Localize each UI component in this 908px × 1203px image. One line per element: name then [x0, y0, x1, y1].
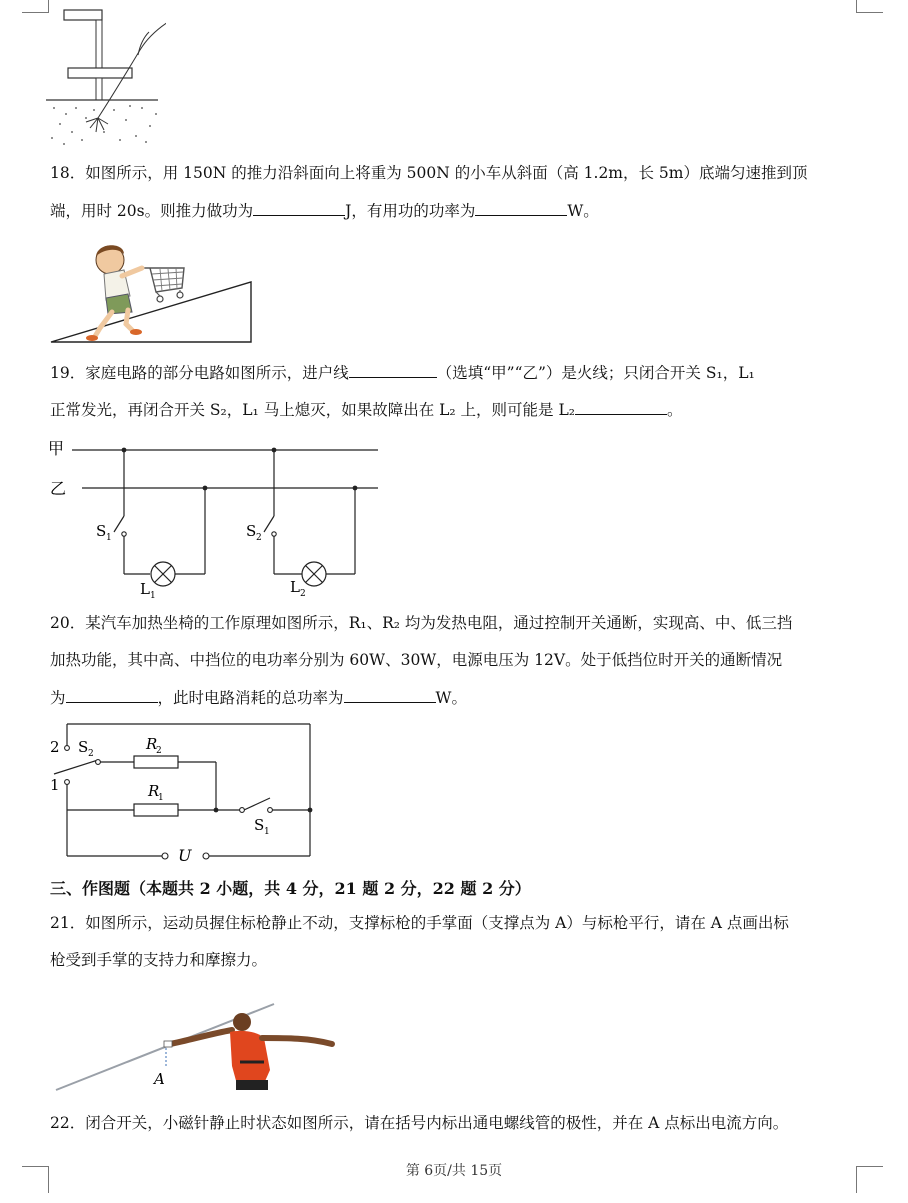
- soil-post-figure: [46, 0, 166, 150]
- lamp-l2-label: L: [290, 578, 300, 596]
- switch-s1-label: S: [254, 816, 265, 834]
- q20-blank-switch-state[interactable]: [66, 688, 158, 703]
- q19-blank-live-wire[interactable]: [349, 363, 437, 378]
- q21-line-1: 21．如图所示，运动员握住标枪静止不动，支撑标枪的手掌面（支撑点为 A）与标枪平行，请在 A 点画出标: [50, 914, 789, 932]
- switch-s2-blade: [54, 760, 98, 774]
- resistor-r2: [134, 756, 178, 768]
- switch-s2-blade: [264, 516, 274, 532]
- page-number-footer: 第 6页/共 15页: [405, 1163, 503, 1179]
- switch-s1-label: S: [96, 522, 107, 540]
- point-a-label: A: [154, 1070, 165, 1088]
- switch-s2-sub: 2: [88, 749, 94, 759]
- q18-line-2: [50, 200, 599, 222]
- q19-text-a: 19．家庭电路的部分电路如图所示，进户线: [50, 364, 349, 382]
- q19-text-d: 。: [667, 401, 683, 419]
- switch-s2-sub: 2: [256, 533, 262, 543]
- resistor-r1-sub: 1: [158, 793, 164, 803]
- shopping-cart: [140, 268, 184, 302]
- q18-text-c: W。: [567, 202, 599, 220]
- terminal-1: [65, 780, 70, 785]
- terminal-2: [65, 746, 70, 751]
- switch-s2-label: S: [78, 738, 89, 756]
- q20-line-2: 加热功能，其中高、中挡位的电功率分别为 60W、30W，电源电压为 12V。处于低挡位时开关的通断情况: [50, 651, 783, 669]
- q19-line-2: [50, 399, 683, 421]
- switch-s1-blade: [114, 516, 124, 532]
- terminal-1-label: 1: [50, 776, 60, 794]
- branch-1: [96, 448, 207, 600]
- branch-2: [246, 448, 357, 599]
- household-circuit-diagram: [40, 432, 390, 600]
- q18-blank-power[interactable]: [475, 201, 567, 216]
- javelin-athlete-figure: [50, 996, 340, 1096]
- q18-blank-work[interactable]: [253, 201, 345, 216]
- q19-blank-fault[interactable]: [575, 400, 667, 415]
- q19-text-b: （选填“甲”“乙”）是火线；只闭合开关 S₁，L₁: [436, 364, 755, 382]
- seat-heater-circuit-diagram: [44, 718, 320, 868]
- wire-label-jia: 甲: [48, 439, 65, 458]
- q20-text-b: ，此时电路消耗的总功率为: [157, 689, 344, 707]
- corner-mark-top-right: [856, 0, 883, 13]
- switch-s1-blade: [244, 798, 270, 810]
- q20-line-3: [50, 687, 467, 709]
- athlete: [164, 1013, 332, 1090]
- resistor-r2-label: R: [146, 735, 158, 753]
- q19-text-c: 正常发光，再闭合开关 S₂，L₁ 马上熄灭，如果故障出在 L₂ 上，则可能是 L₂: [50, 401, 575, 419]
- lamp-l1-sub: 1: [150, 591, 156, 600]
- switch-s1-sub: 1: [106, 533, 112, 543]
- q18-text-b: J，有用功的功率为: [345, 202, 476, 220]
- resistor-r1-label: R: [148, 782, 160, 800]
- switch-s2-label: S: [246, 522, 257, 540]
- incline-cart-figure: [48, 238, 258, 348]
- resistor-r1: [134, 804, 178, 816]
- q20-text-a: 为: [50, 689, 66, 707]
- q20-line-1: 20．某汽车加热坐椅的工作原理如图所示，R₁、R₂ 均为发热电阻，通过控制开关通断，实现高、中、低三挡: [50, 614, 793, 632]
- lamp-l2-icon: [302, 562, 326, 586]
- q20-text-c: W。: [435, 689, 467, 707]
- q22-line-1: 22．闭合开关，小磁针静止时状态如图所示，请在括号内标出通电螺线管的极性，并在 A 点标出电流方向。: [50, 1114, 789, 1132]
- q19-line-1: [50, 362, 755, 384]
- q20-blank-total-power[interactable]: [344, 688, 436, 703]
- resistor-r2-sub: 2: [156, 746, 162, 756]
- voltage-u-label: U: [178, 846, 192, 865]
- wire-label-yi: 乙: [50, 479, 67, 498]
- section-3-heading: 三、作图题（本题共 2 小题，共 4 分，21 题 2 分，22 题 2 分）: [50, 879, 531, 898]
- corner-mark-top-left: [22, 0, 49, 13]
- lamp-l2-sub: 2: [300, 589, 306, 599]
- lamp-l1-label: L: [140, 580, 150, 598]
- q18-line-1: 18．如图所示，用 150N 的推力沿斜面向上将重为 500N 的小车从斜面（高 1.2m，长 5m）底端匀速推到顶: [50, 164, 808, 182]
- q18-text-a: 端，用时 20s。则推力做功为: [50, 202, 254, 220]
- lamp-l1-icon: [151, 562, 175, 586]
- terminal-2-label: 2: [50, 738, 60, 756]
- switch-s1-sub: 1: [264, 827, 270, 837]
- q21-line-2: 枪受到手掌的支持力和摩擦力。: [50, 951, 268, 969]
